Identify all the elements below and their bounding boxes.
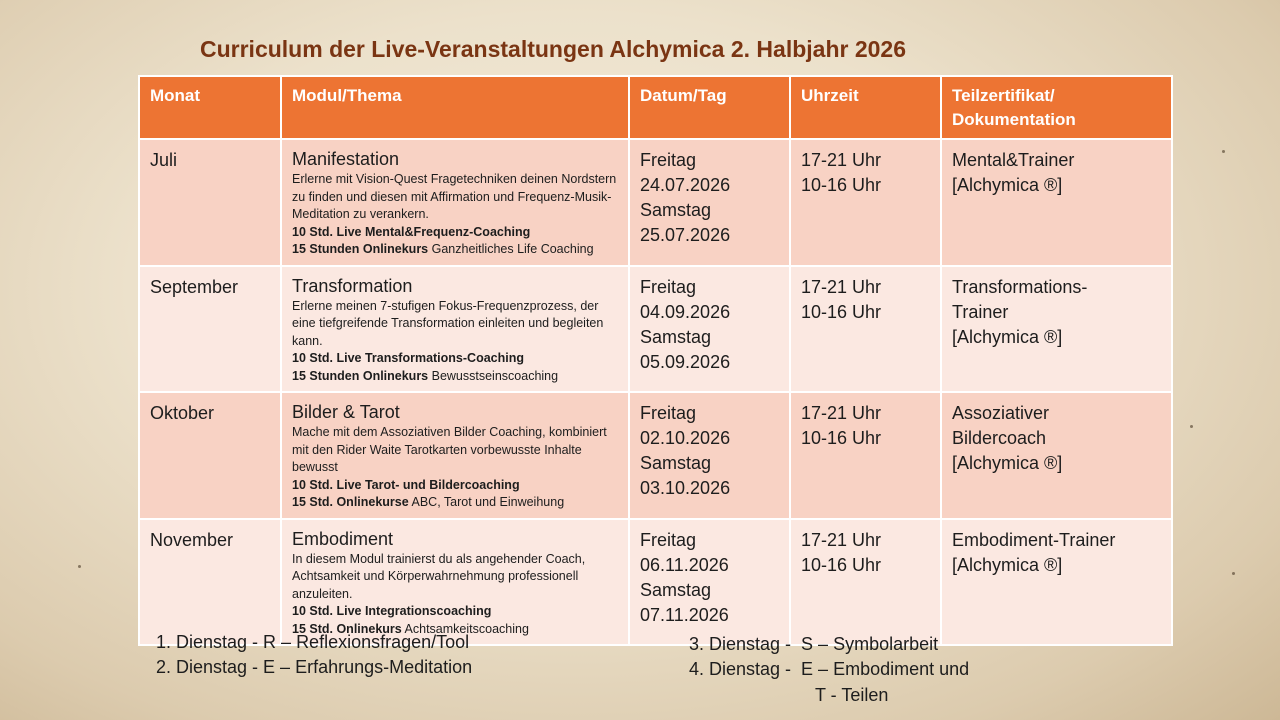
description-text: Mache mit dem Assoziativen Bilder Coaching, kombiniert mit den Rider Waite Tarotkarten vorbewusste Inhalte bewusst xyxy=(292,425,607,474)
header-time: Uhrzeit xyxy=(790,76,941,139)
online-hours: 15 Stunden Onlinekurs xyxy=(292,242,429,256)
header-date: Datum/Tag xyxy=(629,76,790,139)
online-hours: 15 Std. Onlinekurse xyxy=(292,495,409,509)
online-course: ABC, Tarot und Einweihung xyxy=(408,495,565,509)
note-tuesday-3: 3. Dienstag - S – Symbolarbeit xyxy=(689,634,939,654)
topic-title: Embodiment xyxy=(292,528,394,549)
topic-description xyxy=(292,298,618,386)
online-course: Bewusstseinscoaching xyxy=(428,368,559,383)
cell-date: Freitag 06.11.2026 Samstag 07.11.2026 xyxy=(629,519,790,646)
description-text: Erlerne mit Vision-Quest Fragetechniken deinen Nordstern zu finden und diesen mit Affirmation und Frequenz-Musik-Meditation zu verankern. xyxy=(292,172,617,221)
topic-description xyxy=(292,424,618,512)
cell-topic xyxy=(281,266,629,393)
cell-month: Oktober xyxy=(139,392,281,519)
topic-title: Bilder & Tarot xyxy=(292,402,400,422)
cell-month: November xyxy=(139,519,281,646)
topic-description xyxy=(292,171,618,259)
online-course: Ganzheitliches Life Coaching xyxy=(428,242,594,256)
topic-title: Transformation xyxy=(292,275,413,296)
cell-date: Freitag 24.07.2026 Samstag 25.07.2026 xyxy=(629,139,790,266)
cell-date: Freitag 02.10.2026 Samstag 03.10.2026 xyxy=(629,392,790,519)
cell-certificate: Embodiment-Trainer [Alchymica ®] xyxy=(941,519,1172,646)
cell-certificate: Assoziativer Bildercoach [Alchymica ®] xyxy=(941,392,1172,519)
note-tuesday-1: 1. Dienstag - R – Reflexionsfragen/Tool xyxy=(156,632,470,652)
table-row xyxy=(139,266,1172,393)
table-row xyxy=(139,519,1172,646)
live-hours: 10 Std. Live Transformations-Coaching xyxy=(292,351,524,365)
cell-topic xyxy=(281,519,629,646)
note-tuesday-4: 4. Dienstag - E – Embodiment und xyxy=(689,659,970,679)
cell-month: Juli xyxy=(139,139,281,266)
table-header-row xyxy=(139,76,1172,139)
topic-title: Manifestation xyxy=(292,149,400,169)
description-text: Erlerne meinen 7-stufigen Fokus-Frequenzprozess, der eine tiefgreifende Transformation einleiten und begleiten kann. xyxy=(292,298,604,348)
live-hours: 10 Std. Live Integrationscoaching xyxy=(292,604,492,618)
cell-time: 17-21 Uhr 10-16 Uhr xyxy=(790,266,941,393)
cell-time: 17-21 Uhr 10-16 Uhr xyxy=(790,139,941,266)
cell-date: Freitag 04.09.2026 Samstag 05.09.2026 xyxy=(629,266,790,393)
curriculum-table xyxy=(138,75,1173,646)
note-tuesday-4-continued: T - Teilen xyxy=(815,685,889,705)
cell-certificate: Mental&Trainer [Alchymica ®] xyxy=(941,139,1172,266)
cell-month: September xyxy=(139,266,281,393)
live-hours: 10 Std. Live Mental&Frequenz-Coaching xyxy=(292,224,531,239)
cell-topic xyxy=(281,139,629,266)
live-hours: 10 Std. Live Tarot- und Bildercoaching xyxy=(292,477,520,492)
online-course: Achtsamkeitscoaching xyxy=(401,621,529,636)
header-certificate: Teilzertifikat/ Dokumentation xyxy=(941,76,1172,139)
header-month: Monat xyxy=(139,76,281,139)
cell-time: 17-21 Uhr 10-16 Uhr xyxy=(790,519,941,646)
cell-time: 17-21 Uhr 10-16 Uhr xyxy=(790,392,941,519)
cell-certificate: Transformations- Trainer [Alchymica ®] xyxy=(941,266,1172,393)
table-row xyxy=(139,139,1172,266)
cell-topic xyxy=(281,392,629,519)
table-row xyxy=(139,392,1172,519)
topic-description xyxy=(292,551,618,639)
online-hours: 15 Std. Onlinekurs xyxy=(292,621,402,636)
note-tuesday-2: 2. Dienstag - E – Erfahrungs-Meditation xyxy=(156,657,473,677)
description-text: In diesem Modul trainierst du als angehender Coach, Achtsamkeit und Körperwahrnehmung professionell anzuleiten. xyxy=(292,551,586,601)
header-topic: Modul/Thema xyxy=(281,76,629,139)
page-title: Curriculum der Live-Veranstaltungen Alchymica 2. Halbjahr 2026 xyxy=(200,36,907,62)
online-hours: 15 Stunden Onlinekurs xyxy=(292,368,429,383)
